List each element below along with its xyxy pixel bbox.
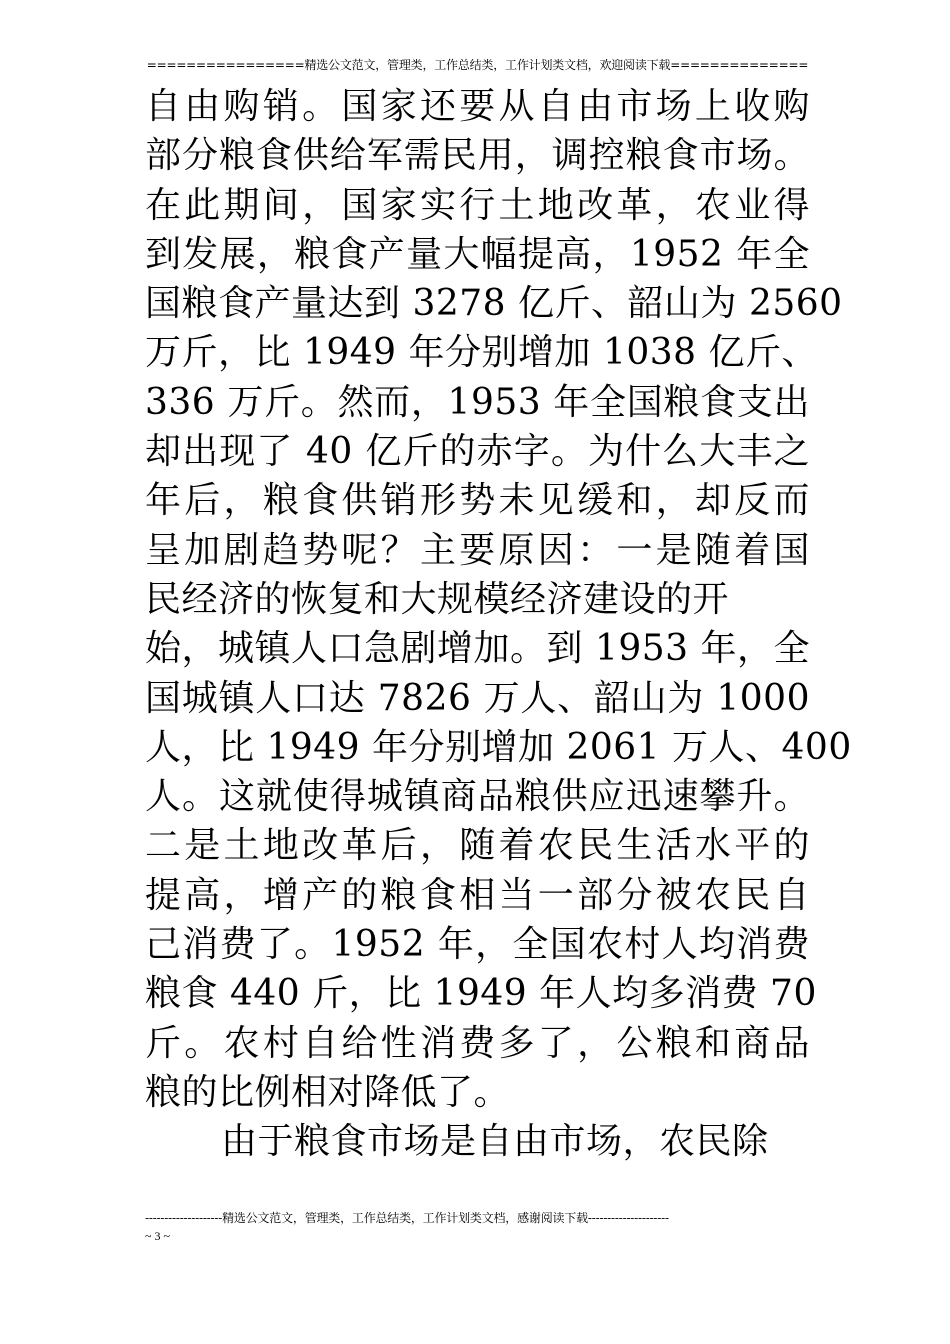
body-line: 斤。农村自给性消费多了，公粮和商品: [145, 1022, 810, 1064]
page-header: ================精选公文范文，管理类，工作总结类，工作计划类文档，欢迎阅读下载==============: [146, 58, 809, 72]
body-line: 部分粮食供给军需民用，调控粮食市场。: [145, 135, 810, 177]
body-line: 336 万斤。然而，1953 年全国粮食支出: [145, 381, 810, 423]
body-line: 提高，增产的粮食相当一部分被农民自: [145, 874, 810, 916]
body-line: 却出现了 40 亿斤的赤字。为什么大丰之: [145, 431, 810, 473]
body-line: 人。这就使得城镇商品粮供应迅速攀升。: [145, 776, 810, 818]
body-line: 呈加剧趋势呢？主要原因：一是随着国: [145, 529, 810, 571]
body-line: 由于粮食市场是自由市场，农民除: [221, 1121, 769, 1163]
body-line: 到发展，粮食产量大幅提高，1952 年全: [145, 233, 810, 275]
body-line: 粮食 440 斤，比 1949 年人均多消费 70: [145, 973, 817, 1015]
body-line: 人，比 1949 年分别增加 2061 万人、400: [145, 726, 852, 768]
body-line: 始，城镇人口急剧增加。到 1953 年，全: [145, 628, 811, 670]
body-line: 粮的比例相对降低了。: [145, 1071, 511, 1113]
body-line: 国粮食产量达到 3278 亿斤、韶山为 2560: [145, 283, 843, 325]
body-line: 己消费了。1952 年，全国农村人均消费: [145, 924, 810, 966]
page-number: ~ 3 ~: [145, 1229, 170, 1243]
body-line: 年后，粮食供销形势未见缓和，却反而: [145, 480, 810, 522]
page-footer: --------------------精选公文范文，管理类，工作总结类，工作计划类文档，感谢阅读下载---------------------: [145, 1211, 669, 1225]
body-line: 二是土地改革后，随着农民生活水平的: [145, 825, 810, 867]
body-line: 在此期间，国家实行土地改革，农业得: [145, 184, 810, 226]
body-line: 民经济的恢复和大规模经济建设的开: [145, 578, 730, 620]
body-line: 自由购销。国家还要从自由市场上收购: [145, 86, 810, 127]
body-line: 国城镇人口达 7826 万人、韶山为 1000: [145, 677, 810, 719]
body-line: 万斤，比 1949 年分别增加 1038 亿斤、: [145, 332, 819, 374]
body-text: [145, 82, 852, 1167]
